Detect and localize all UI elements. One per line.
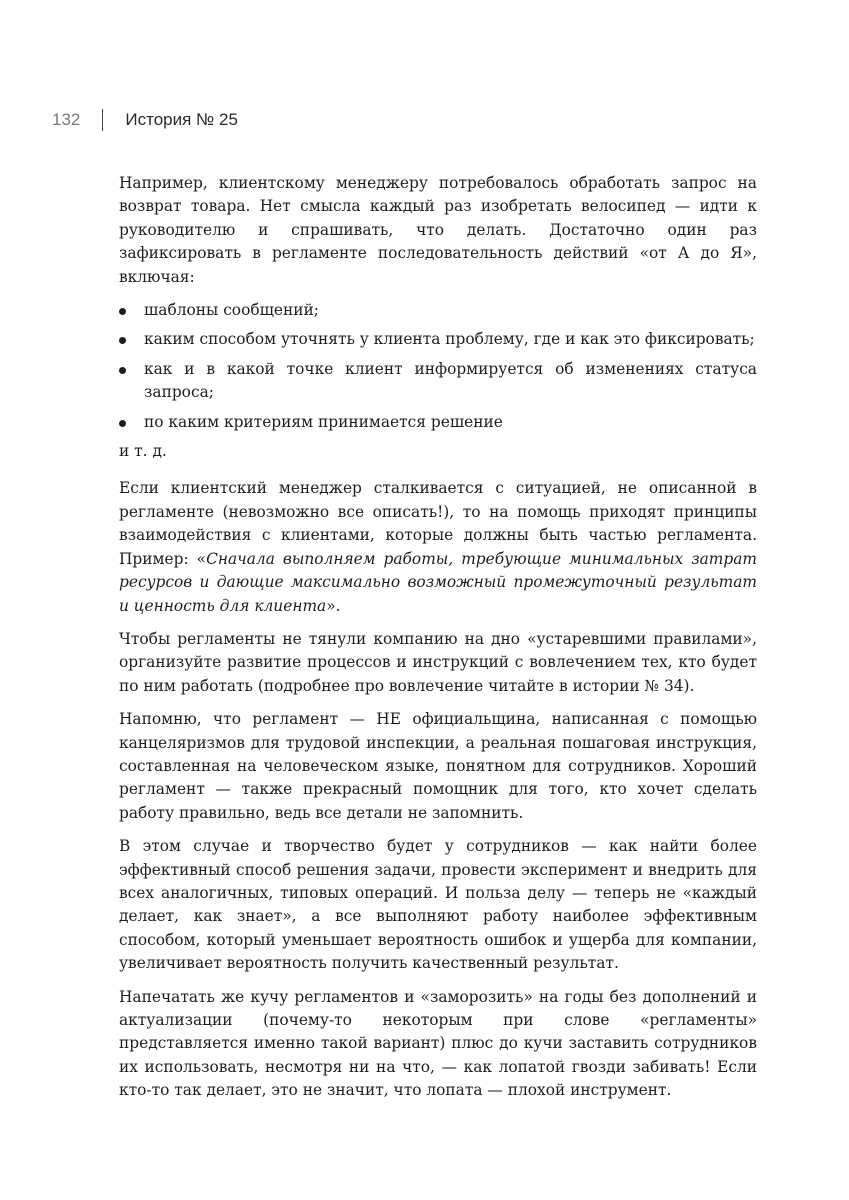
chapter-title: История № 25: [125, 110, 238, 129]
paragraph-1: Например, клиентскому менеджеру потребовалось обработать запрос на возврат товара. Нет смысла каждый раз изобретать велосипед — идти к руководителю и спрашивать, что делать. Достаточно один раз зафиксировать в регламенте последовательность действий «от А до Я», включая:: [119, 174, 757, 286]
list-item: шаблоны сообщений;: [119, 299, 757, 322]
list-continuation: и т. д.: [119, 442, 167, 461]
paragraph-6: Напечатать же кучу регламентов и «заморозить» на годы без дополнений и актуализации (почему-то некоторым при слове «регламенты» представляется именно такой вариант) плюс до кучи заставить сотрудников их использовать, несмотря ни на что, — как лопатой гвозди забивать! Если кто-то так делает, это не значит, что лопата — плохой инструмент.: [119, 987, 757, 1100]
list-item: по каким критериям принимается решение: [119, 411, 757, 434]
bullet-icon: [119, 367, 126, 374]
bullet-list: [119, 299, 757, 434]
bullet-icon: [119, 337, 126, 344]
paragraph-5: В этом случае и творчество будет у сотрудников — как найти более эффективный способ решения задачи, провести эксперимент и внедрить для всех аналогичных, типовых операций. И польза делу — теперь не «каждый делает, как знает», а все выполняют работу наиболее эффективным способом, который уменьшает вероятность ошибок и ущерба для компании, увеличивает вероятность получить качественный результат.: [119, 837, 757, 973]
bullet-icon: [119, 308, 126, 315]
header-separator: [102, 109, 103, 131]
page-body: [119, 172, 757, 1113]
running-header: [52, 105, 238, 135]
paragraph-2: Если клиентский менеджер сталкивается с ситуацией, не описанной в регламенте (невозможно все описать!), то на помощь приходят принципы взаимодействия с клиентами, которые должны быть частью регламента. Пример: «Сначала выполняем работы, требующие минимальных затрат ресурсов и дающие максимально возможный промежуточный результат и ценность для клиента».: [119, 479, 757, 615]
paragraph-3: Чтобы регламенты не тянули компанию на дно «устаревшими правилами», организуйте развитие процессов и инструкций с вовлечением тех, кто будет по ним работать (подробнее про вовлечение читайте в истории № 34).: [119, 629, 757, 695]
list-item: как и в какой точке клиент информируется об изменениях статуса запроса;: [119, 358, 757, 405]
page-number: 132: [52, 110, 81, 129]
paragraph-4: Напомню, что регламент — НЕ официальщина, написанная с помощью канцеляризмов для трудовой инспекции, а реальная пошаговая инструкция, составленная на человеческом языке, понятном для сотрудников. Хороший регламент — также прекрасный помощник для того, кто хочет сделать работу правильно, ведь все детали не запомнить.: [119, 710, 757, 822]
bullet-icon: [119, 420, 126, 427]
list-item: каким способом уточнять у клиента проблему, где и как это фиксировать;: [119, 328, 757, 351]
example-quote: Сначала выполняем работы, требующие минимальных затрат ресурсов и дающие максимально возможный промежуточный результат и ценность для клиента: [119, 549, 757, 615]
